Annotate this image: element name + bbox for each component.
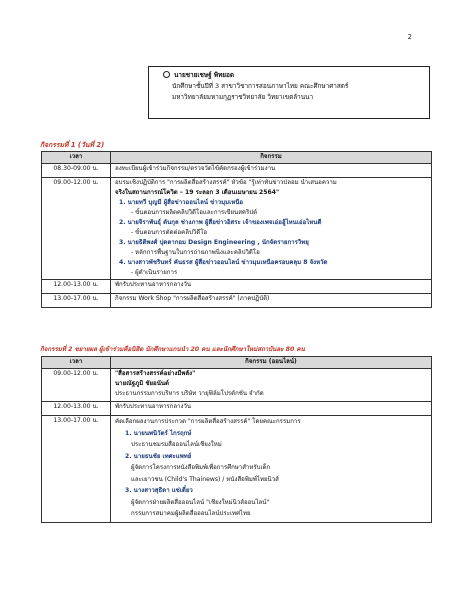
activity-line: จริงในสถานการณ์โควิด – 19 ระลอก 3 เดือนเมษายน 2564" xyxy=(115,189,280,196)
speaker-topic: - หลักการพื้นฐานในการถ่ายภาพนิ่งและคลิปวิดีโอ xyxy=(131,249,260,256)
speaker-item: 2. นายจิราพันธุ์ ตันกุล ช่างภาพ ผู้สื่อข่าวอิสระ เจ้าของเพจเอ่อฮู้ไหนเอ่อไหนดี xyxy=(119,219,322,226)
table-row xyxy=(42,369,432,402)
row-activity xyxy=(111,369,432,402)
row-time: 09.00-12.00 น. xyxy=(42,178,111,280)
judge-detail: กรรมการสมาคมผู้ผลิตสื่อออนไลน์ประเทศไทย xyxy=(131,510,251,517)
circle-bullet-icon xyxy=(163,71,170,78)
row-activity: กิจกรรม Work Shop "การผลิตสื่อสร้างสรรค์" (ภาคปฏิบัติ) xyxy=(111,294,432,308)
row-time: 12.00-13.00 น. xyxy=(42,402,111,416)
header-time: เวลา xyxy=(42,152,111,164)
speaker-name: นายชายเชษฐ์ พิทยอด xyxy=(174,71,235,79)
row-activity: พักรับประทานอาหารกลางวัน xyxy=(111,402,432,416)
header-activity: กิจกรรม (ออนไลน์) xyxy=(111,357,432,369)
activity-line: "สื่อสารสร้างสรรค์อย่างมีพลัง" xyxy=(115,370,196,377)
table-row xyxy=(42,402,432,416)
schedule-table-1 xyxy=(41,151,432,308)
speaker-line-2: นักศึกษาชั้นปีที่ 3 สาขาวิชาการสอนภาษาไทย คณะศึกษาศาสตร์ xyxy=(172,82,349,90)
table-row xyxy=(42,164,432,178)
row-time: 09.00-12.00 น. xyxy=(42,369,111,402)
activity-line: นายณัฐภูมิ ชัยอนันต์ xyxy=(115,380,169,387)
speaker-item: 1. นายทวี บุญมี ผู้สื่อข่าวออนไลน์ ข่าวมุมเหนือ xyxy=(119,199,244,206)
activity-line: คัดเลือกผลงานการประกวด "การผลิตสื่อสร้างสรรค์" โดยคณะกรรมการ xyxy=(115,418,301,425)
judge-detail: และเยาวชน (Child's Thainews) / หนังสือพิมพ์ไทยนิวส์ xyxy=(131,475,279,483)
header-time: เวลา xyxy=(42,357,111,369)
table-header-row xyxy=(42,357,432,369)
speaker-topic: - ขั้นตอนการผลิตคลิปวิดีโอและการเขียนสคริปต์ xyxy=(131,209,258,216)
row-time: 08.30-09.00 น. xyxy=(42,164,111,178)
section1-title: กิจกรรมที่ 1 (วันที่ 2) xyxy=(40,141,105,149)
judge-item: 3. นางสาวสุธิดา แซ่เตี๋ยว xyxy=(125,487,193,494)
row-time: 13.00-17.00 น. xyxy=(42,416,111,523)
activity-line: ประธานกรรมการบริหาร บริษัท วายุฟิล์มโปรดักชั่น จำกัด xyxy=(115,390,264,397)
judge-detail: ผู้จัดการฝ่ายผลิตสื่อออนไลน์ "เชียงใหม่นิวส์ออนไลน์" xyxy=(131,498,270,506)
table-row xyxy=(42,178,432,280)
row-time: 12.00-13.00 น. xyxy=(42,280,111,294)
schedule-table-2 xyxy=(41,356,432,523)
row-activity xyxy=(111,178,432,280)
speaker-box xyxy=(148,66,430,119)
speaker-line-3: มหาวิทยาลัยมหามกุฏราชวิทยาลัย วิทยาเขตล้านนา xyxy=(172,93,314,101)
row-activity: พักรับประทานอาหารกลางวัน xyxy=(111,280,432,294)
speaker-item: 4. นางสาวพัชรินทร์ คันธรส ผู้สื่อข่าวออนไลน์ ข่าวมุมเหนือครอบคลุม 8 จังหวัด xyxy=(119,259,328,266)
page-number: 2 xyxy=(407,33,412,41)
section2-title: กิจกรรมที่ 2 ขยายผล ผู้เข้าร่วมคือนิสิต นักศึกษาแกนนำ 20 คน และนักศึกษาใหม่สถาบันละ 80 คน xyxy=(40,346,305,353)
judge-detail: ประธานชมรมสื่อออนไลน์เชียงใหม่ xyxy=(131,441,222,448)
table-row xyxy=(42,416,432,523)
speaker-topic: - ผู้ดำเนินรายการ xyxy=(131,269,178,276)
table-header-row xyxy=(42,152,432,164)
speaker-item: 3. นายธิติพงศ์ ปุดตากอม Design Engineering , นักจัดรายการวิทยุ xyxy=(119,239,309,246)
header-activity: กิจกรรม xyxy=(111,152,432,164)
judge-detail: ผู้จัดการโครงการหนังสือพิมพ์เพื่อการศึกษาสำหรับเด็ก xyxy=(131,464,271,471)
row-activity xyxy=(111,416,432,523)
table-row xyxy=(42,280,432,294)
activity-line: อบรมเชิงปฏิบัติการ "การผลิตสื่อสร้างสรรค์" หัวข้อ "รู้เท่าทันข่าวปลอม นำเสนอความ xyxy=(115,179,337,186)
judge-item: 2. นายธนชัย เทศะแพทย์ xyxy=(125,452,192,460)
row-activity: ลงทะเบียนผู้เข้าร่วมกิจกรรม/ตรวจวัดไข้คัดกรองผู้เข้าร่วมงาน xyxy=(111,164,432,178)
table-row xyxy=(42,294,432,308)
speaker-topic: - ขั้นตอนการตัดต่อคลิปวิดีโอ xyxy=(131,229,208,236)
row-time: 13.00-17.00 น. xyxy=(42,294,111,308)
judge-item: 1. นายนพนิวัตร์ ไกรฤกษ์ xyxy=(125,429,192,437)
